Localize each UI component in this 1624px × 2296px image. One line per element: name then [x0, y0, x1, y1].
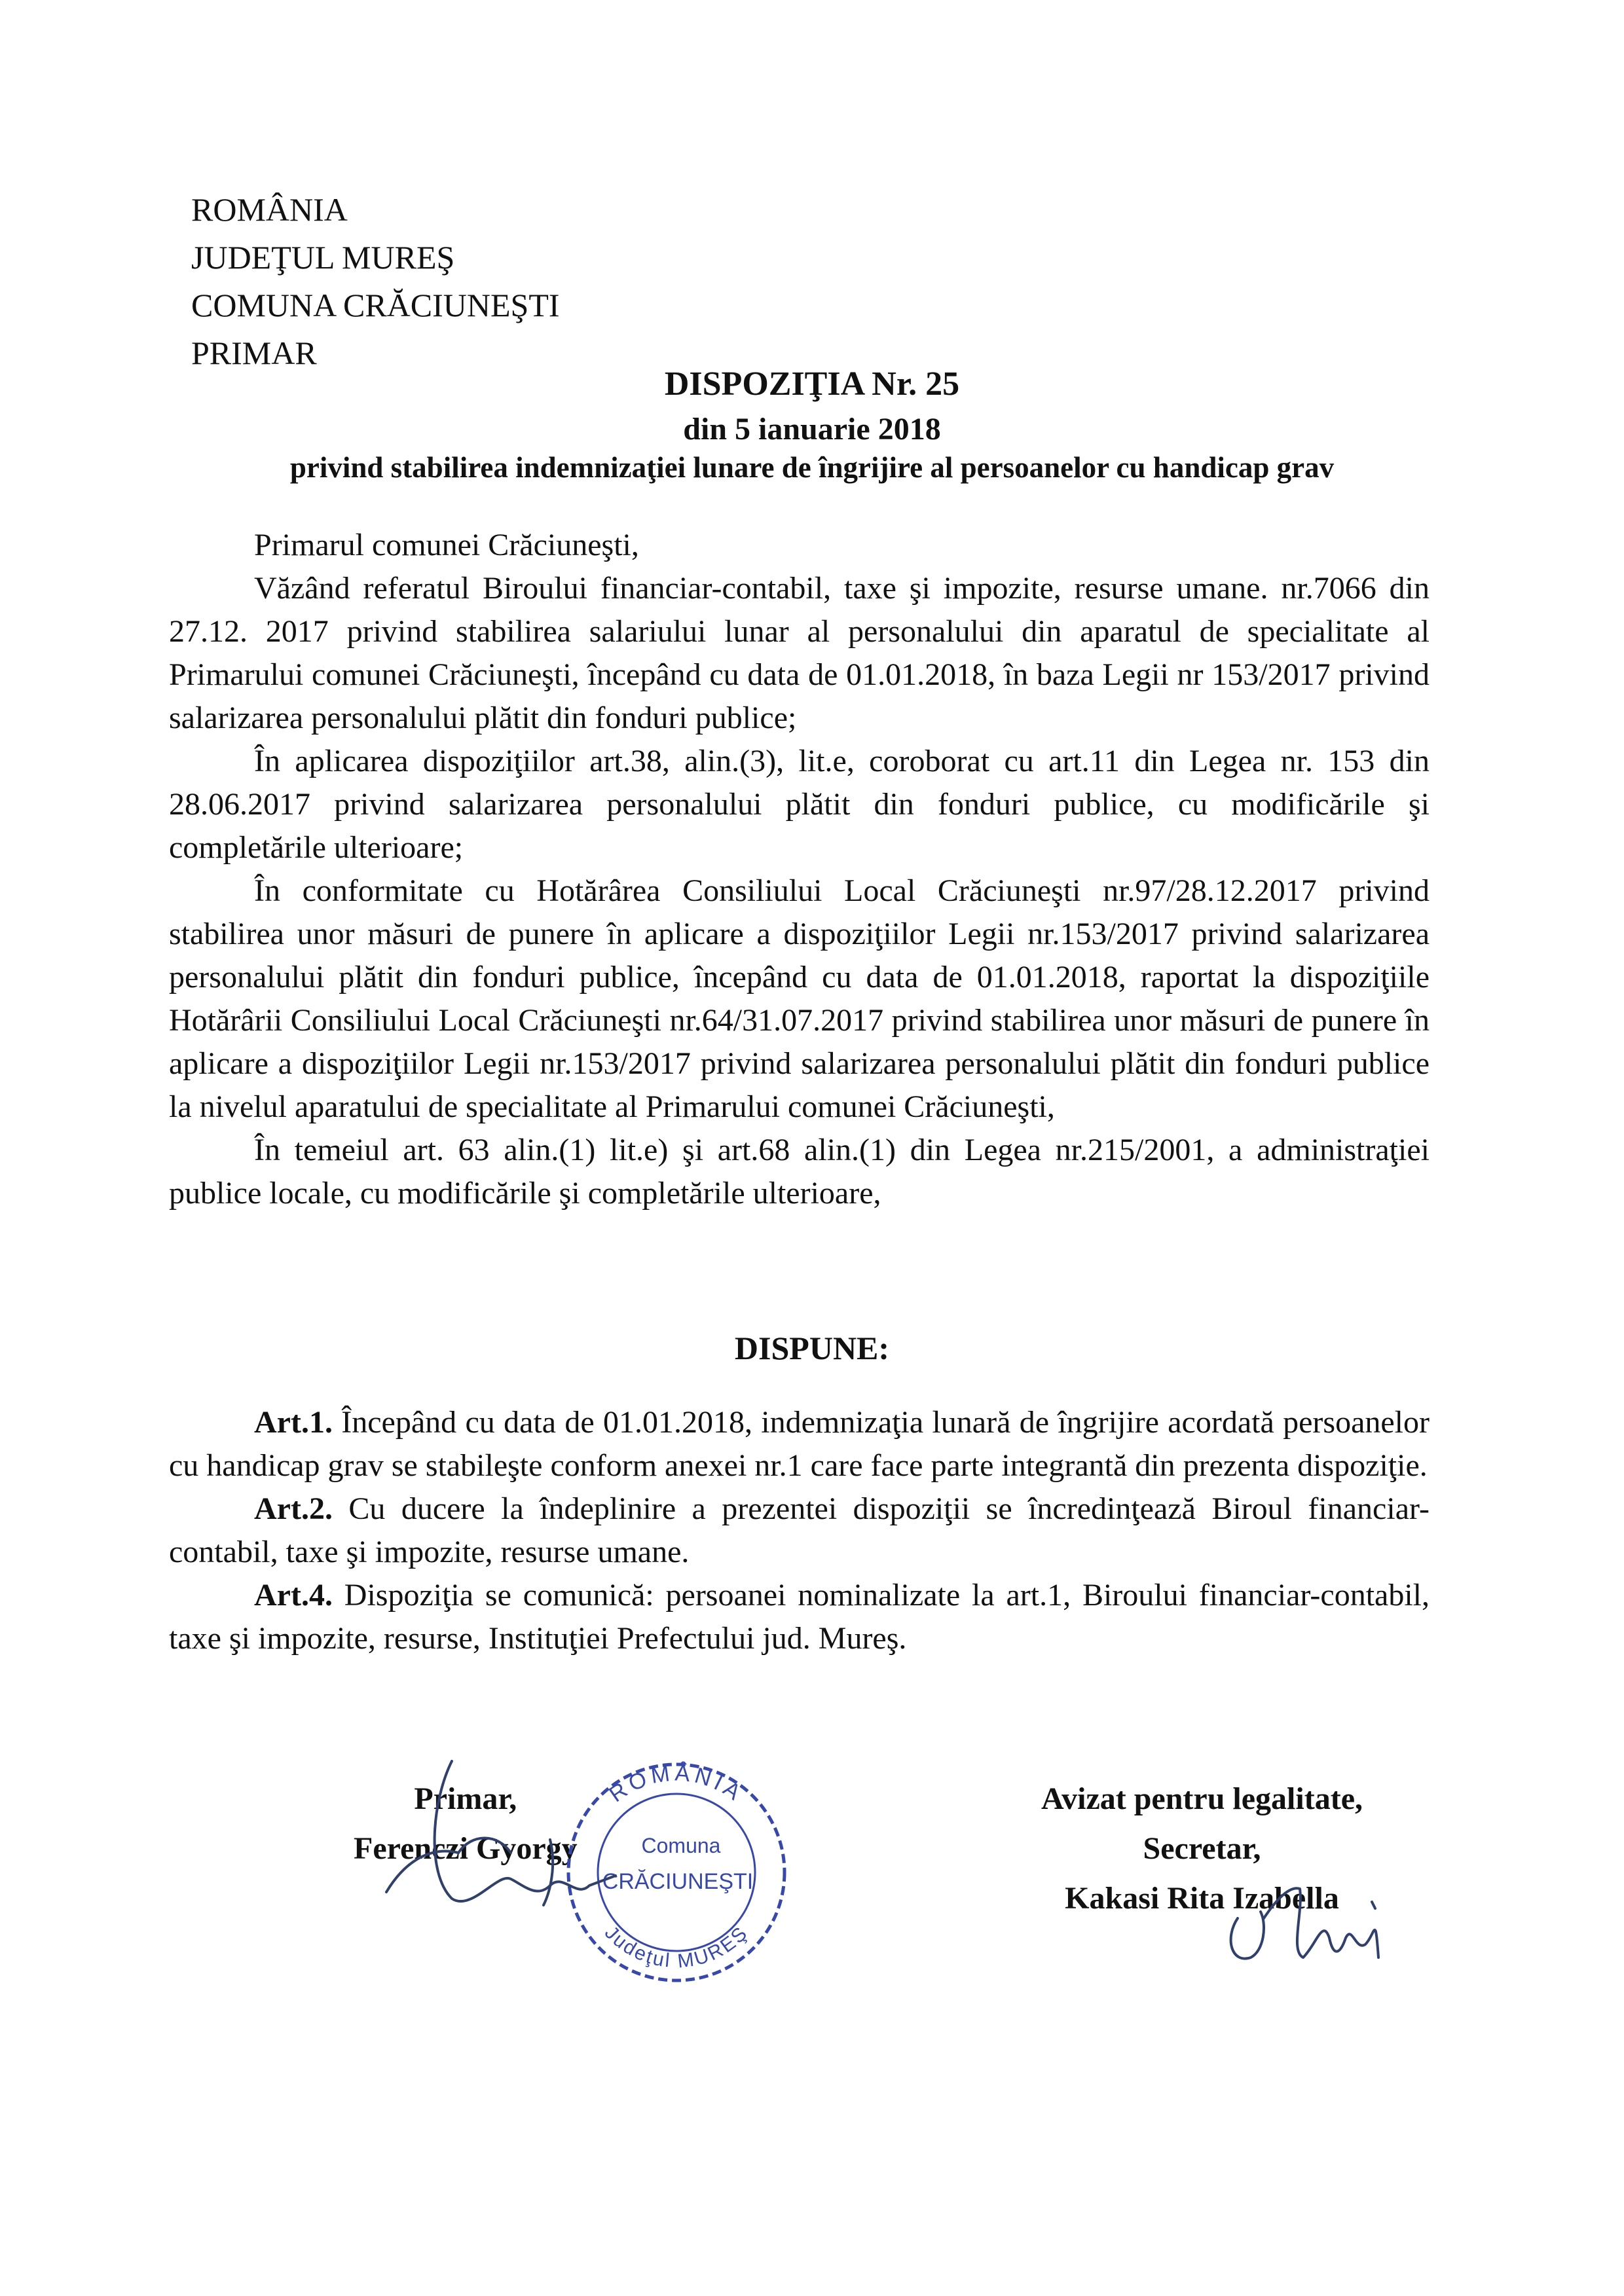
secretary-name: Kakasi Rita Izabella	[1065, 1881, 1339, 1916]
article-text: Dispoziţia se comunică: persoanei nominalizate la art.1, Biroului financiar-contabil, taxe şi impozite, resurse, Instituţiei Prefectului jud. Mureş.	[169, 1578, 1430, 1656]
official-stamp	[568, 1760, 784, 1980]
article-label: Art.4.	[254, 1578, 333, 1613]
article-text: Cu ducere la îndeplinire a prezentei dispoziţii se încredinţează Biroul financiar-contabil, taxe şi impozite, resurse umane.	[169, 1491, 1430, 1569]
header-country: ROMÂNIA	[191, 191, 348, 228]
mayor-handwritten-signature	[386, 1761, 616, 1905]
preamble-paragraph: Văzând referatul Biroului financiar-contabil, taxe şi impozite, resurse umane. nr.7066 din 27.12. 2017 privind stabilirea salariului lunar al personalului din aparatul de specialitate al Primarului comunei Crăciuneşti, începând cu data de 01.01.2018, în baza Legii nr 153/2017 privind salarizarea personalului plătit din fonduri publice;	[169, 571, 1430, 735]
mayor-name: Ferenczi Gyorgy	[354, 1831, 578, 1866]
article-text: Începând cu data de 01.01.2018, indemnizaţia lunară de îngrijire acordată persoanelor cu handicap grav se stabileşte conform anexei nr.1 care face parte integrantă din prezenta dispoziţie.	[169, 1405, 1430, 1483]
stamp-bottom-text: Judeţul MUREŞ	[600, 1922, 753, 1973]
article-label: Art.1.	[254, 1405, 333, 1440]
preamble-paragraph: În aplicarea dispoziţiilor art.38, alin.(3), lit.e, coroborat cu art.11 din Legea nr. 153 din 28.06.2017 privind salarizarea personalului plătit din fonduri publice, cu modificările şi completările ulterioare;	[169, 744, 1430, 865]
header-commune: COMUNA CRĂCIUNEŞTI	[191, 287, 560, 323]
secretary-role: Secretar,	[1143, 1831, 1261, 1866]
article-label: Art.2.	[254, 1491, 333, 1526]
document-title: DISPOZIŢIA Nr. 25	[664, 365, 960, 403]
header-office: PRIMAR	[191, 335, 317, 371]
preamble-paragraph: În temeiul art. 63 alin.(1) lit.e) şi art.68 alin.(1) din Legea nr.215/2001, a administraţiei publice locale, cu modificările şi completările ulterioare,	[169, 1133, 1430, 1211]
preamble-paragraph: Primarul comunei Crăciuneşti,	[254, 528, 639, 562]
stamp-middle-text-1: Comuna	[641, 1834, 721, 1857]
document-date: din 5 ianuarie 2018	[683, 412, 941, 446]
dispune-heading: DISPUNE:	[734, 1330, 890, 1366]
secretary-handwritten-signature	[1231, 1888, 1378, 1958]
legality-note: Avizat pentru legalitate,	[1041, 1781, 1363, 1816]
document-subject: privind stabilirea indemnizaţiei lunare de îngrijire al persoanelor cu handicap grav	[289, 451, 1335, 484]
mayor-role: Primar,	[414, 1781, 517, 1816]
preamble-paragraph: În conformitate cu Hotărârea Consiliului Local Crăciuneşti nr.97/28.12.2017 privind stabilirea unor măsuri de punere în aplicare a dispoziţiilor Legii nr.153/2017 privind salarizarea personalului plătit din fonduri publice, începând cu data de 01.01.2018, raportat la dispoziţiile Hotărârii Consiliului Local Crăciuneşti nr.64/31.07.2017 privind stabilirea unor măsuri de punere în aplicare a dispoziţiilor Legii nr.153/2017 privind salarizarea personalului plătit din fonduri publice la nivelul aparatului de specialitate al Primarului comunei Crăciuneşti,	[169, 873, 1430, 1124]
stamp-top-text: ROMÂNIA	[604, 1760, 748, 1808]
stamp-middle-text-2: CRĂCIUNEŞTI	[602, 1869, 754, 1894]
header-county: JUDEŢUL MUREŞ	[191, 239, 455, 276]
